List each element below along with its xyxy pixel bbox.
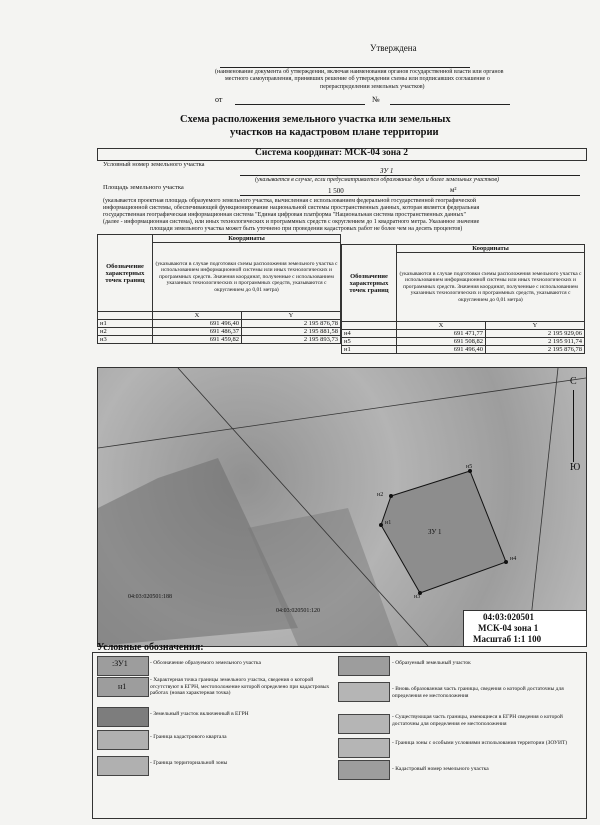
point-label-n3: н3 xyxy=(414,594,421,600)
legend-swatch-new-parcel xyxy=(338,656,390,676)
number-label: № xyxy=(372,95,380,104)
point-label-n4: н4 xyxy=(510,556,517,562)
point-label-n5: н5 xyxy=(466,464,473,470)
map-footer-scale: Масштаб 1:1 100 xyxy=(473,634,542,644)
point-n1 xyxy=(379,523,383,527)
legend-swatch-label: :ЗУ1 xyxy=(112,659,128,668)
legend-swatch-zouit xyxy=(338,738,390,758)
legend-item-3: - Земельный участок включенный в ЕГРН xyxy=(150,711,249,717)
table-row: н1 691 496,40 2 195 876,78 xyxy=(342,346,585,354)
area-value: 1 500 xyxy=(328,187,344,195)
area-unit: м² xyxy=(450,186,457,194)
legend-item-10: - Кадастровый номер земельного участка xyxy=(392,766,489,772)
legend-title: Условные обозначения: xyxy=(97,642,204,653)
approving-doc-note-2: местного самоуправления, принявших решение об утверждении схемы или подписавших соглашение о xyxy=(225,76,490,82)
legend-item-1: - Обозначение образуемого земельного участка xyxy=(150,660,261,666)
legend-item-9: - Граница зоны с особыми условиями использования территории (ЗОУИТ) xyxy=(392,740,568,746)
coords-table-right xyxy=(341,244,585,354)
point-label-n1: н1 xyxy=(385,520,392,526)
y-header: Y xyxy=(485,322,584,330)
area-note-3: государственная географическая информационная система "Единая цифровая платформа "Национальная система пространственных данных" xyxy=(103,212,466,218)
legend-swatch-cadastral-number xyxy=(338,760,390,780)
legend-swatch-existing-border xyxy=(338,714,390,734)
south-label: Ю xyxy=(570,462,581,473)
area-note-1: (указывается проектная площадь образуемого земельного участка, вычисленная с использованием федеральной государственной географической xyxy=(103,198,476,204)
area-note-5: площади земельного участка может быть уточнено при проведении кадастровых работ не более чем на десять процентов) xyxy=(150,226,463,232)
cond-number-label: Условный номер земельного участка xyxy=(103,161,205,168)
point-n2 xyxy=(389,494,393,498)
legend-swatch-new-border xyxy=(338,682,390,702)
from-line xyxy=(235,104,365,105)
coords-note: (указываются в случае подготовки схемы расположения земельного участка с использованием информационной системы или иных технологических и программных средств. Значения координат, полученные с использованием указанных технологических и программных средств, указываются с округлением до 0,01 метра) xyxy=(153,243,341,312)
approving-doc-line xyxy=(220,67,470,68)
cond-number-value: ЗУ 1 xyxy=(380,167,394,175)
cadastral-map xyxy=(97,367,587,647)
col-coords-header: Координаты xyxy=(397,245,585,253)
area-label: Площадь земельного участка xyxy=(103,184,184,191)
legend-swatch-zone xyxy=(97,756,149,776)
approving-doc-note-3: перераспределении земельных участков) xyxy=(320,84,425,90)
map-footer-quarter: 04:03:020501 xyxy=(483,612,534,622)
col-coords-header: Координаты xyxy=(153,235,341,243)
legend-swatch-quarter xyxy=(97,730,149,750)
coords-note: (указываются в случае подготовки схемы расположения земельного участка с использованием информационной системы или иных технологических и программных средств. Значения координат, полученные с использованием указанных технологических и программных средств, указываются с округлением до 0,01 метра) xyxy=(397,253,585,322)
x-header: X xyxy=(153,312,242,320)
legend-item-5: - Граница территориальной зоны xyxy=(150,760,228,766)
cond-number-note: (указывается в случае, если предусматривается образование двух и более земельных участков) xyxy=(255,177,500,183)
from-label: от xyxy=(215,95,223,104)
x-header: X xyxy=(397,322,486,330)
legend-item-8: - Существующая часть границы, имеющиеся в ЕГРН сведения о которой достаточны для определения ее местоположения xyxy=(392,714,563,727)
number-line xyxy=(390,104,510,105)
compass-arrow-icon xyxy=(573,390,574,462)
cond-number-line xyxy=(240,175,580,176)
table-row: н2 691 486,37 2 195 881,58 xyxy=(98,328,341,336)
point-label-n2: н2 xyxy=(377,492,384,498)
map-drawing xyxy=(98,368,586,646)
table-row: н4 691 471,77 2 195 929,06 xyxy=(342,330,585,338)
page-title-line-2: участков на кадастровом плане территории xyxy=(230,127,439,138)
legend-item-6: - Образуемый земельный участок xyxy=(392,660,471,666)
north-label: С xyxy=(570,376,577,387)
col-point-header: Обозначение характерных точек границ xyxy=(342,245,397,322)
table-row: н3 691 459,82 2 195 893,73 xyxy=(98,336,341,344)
quarter-label-1: 04:03:020501:188 xyxy=(128,594,173,600)
coord-system: Система координат: МСК-04 зона 2 xyxy=(255,148,409,158)
quarter-label-2: 04:03:020501:120 xyxy=(276,608,321,614)
legend-item-7: - Вновь образованная часть границы, сведения о которой достаточны для определения ее местоположения xyxy=(392,686,564,699)
point-n4 xyxy=(504,560,508,564)
approved-label: Утверждена xyxy=(370,43,417,53)
map-footer-system: МСК-04 зона 1 xyxy=(478,623,539,633)
y-header: Y xyxy=(241,312,340,320)
legend-swatch-egrn xyxy=(97,707,149,727)
page-title-line-1: Схема расположения земельного участка или земельных xyxy=(180,114,451,125)
legend-swatch-point-label: н1 xyxy=(118,682,127,691)
table-row: н5 691 508,82 2 195 911,74 xyxy=(342,338,585,346)
area-line xyxy=(240,195,580,196)
area-note-2: информационной системы, обеспечивающей функционирование национальной системы пространственных данных, которая является федеральная xyxy=(103,205,480,211)
col-point-header: Обозначение характерных точек границ xyxy=(98,235,153,312)
parcel-label: ЗУ 1 xyxy=(428,528,442,536)
coords-table-left xyxy=(97,234,341,344)
approving-doc-note-1: (наименование документа об утверждении, включая наименования органов государственной власти или органов xyxy=(215,69,504,75)
area-note-4: (далее - информационная система), или иных технологических и программных средств с округлением до 1 квадратного метра. Указанное значение xyxy=(103,219,480,225)
table-row: н1 691 496,40 2 195 876,78 xyxy=(98,320,341,328)
legend-item-2: - Характерная точка границы земельного участка, сведения о которой отсутствуют в ЕГРН, местоположение которой определено при кадастровых работах (новая характерная точка) xyxy=(150,677,330,696)
legend-item-4: - Граница кадастрового квартала xyxy=(150,734,227,740)
